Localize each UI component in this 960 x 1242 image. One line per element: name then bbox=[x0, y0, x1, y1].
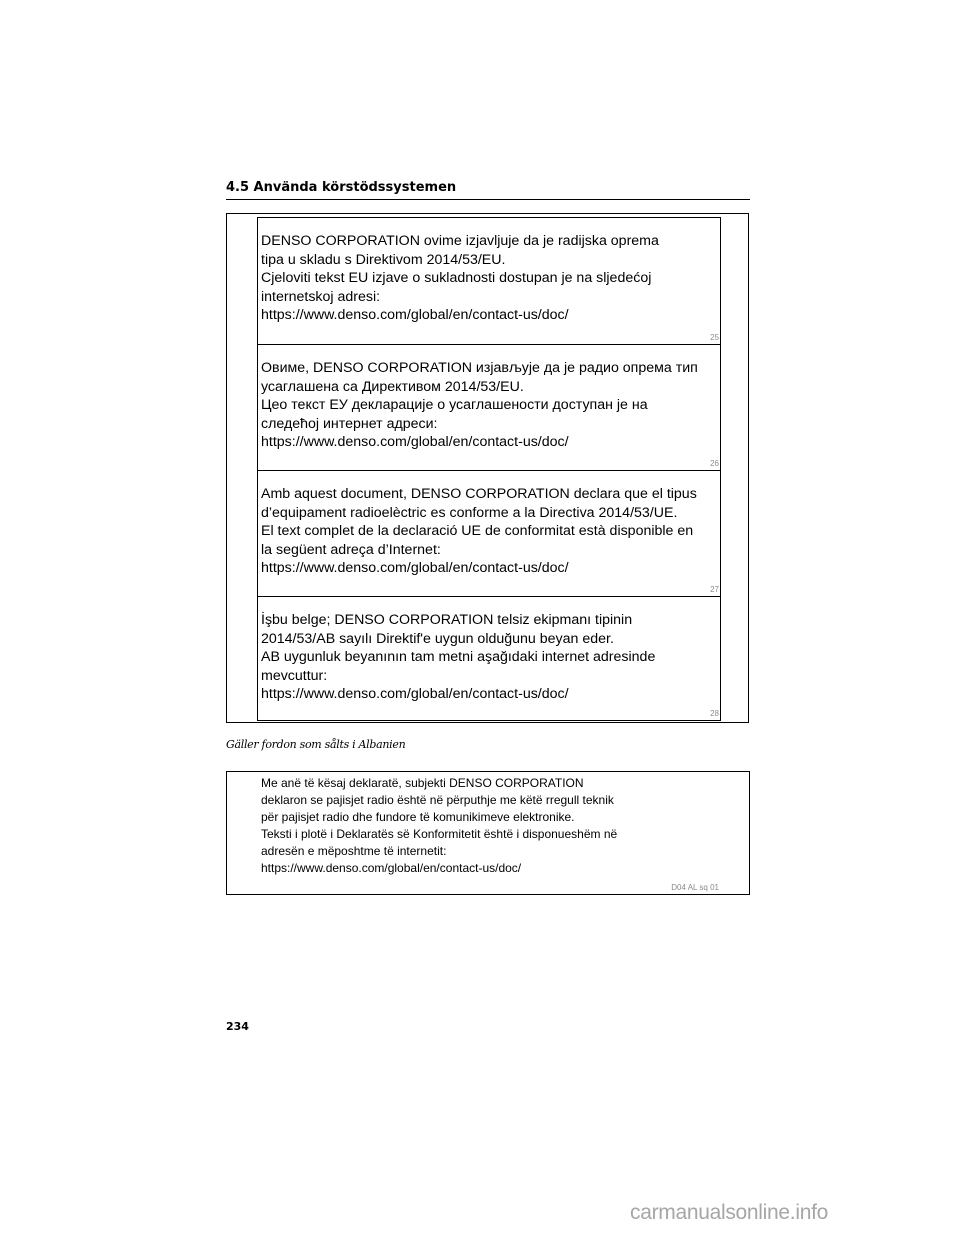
declaration-code: 27 bbox=[710, 585, 719, 594]
declaration-line: d’equipament radioelèctric es conforme a la Directiva 2014/53/UE. bbox=[261, 504, 678, 521]
declaration-text bbox=[261, 359, 719, 452]
declaration-code: D04 AL sq 01 bbox=[671, 883, 719, 892]
declarations-column bbox=[257, 217, 721, 721]
declaration-line: deklaron se pajisjet radio është në përputhje me këtë rregull teknik bbox=[261, 793, 614, 807]
declaration-serbian bbox=[258, 344, 720, 470]
declaration-url: https://www.denso.com/global/en/contact-us/doc/ bbox=[261, 307, 569, 324]
declaration-text bbox=[261, 485, 719, 578]
declaration-line: Цео текст ЕУ декларације о усаглашености доступан је на bbox=[261, 397, 648, 414]
declaration-line: İşbu belge; DENSO CORPORATION telsiz ekipmanı tipinin bbox=[261, 612, 633, 628]
declaration-url: https://www.denso.com/global/en/contact-us/doc/ bbox=[261, 861, 522, 875]
declaration-code: 25 bbox=[710, 333, 719, 342]
declaration-text bbox=[261, 611, 719, 704]
section-header bbox=[226, 178, 750, 200]
declaration-text bbox=[261, 232, 719, 325]
declaration-url: https://www.denso.com/global/en/contact-us/doc/ bbox=[261, 686, 569, 703]
declaration-catalan bbox=[258, 470, 720, 596]
declaration-line: усаглашена са Директивом 2014/53/EU. bbox=[261, 378, 524, 395]
declaration-line: 2014/53/AB sayılı Direktif'e uygun olduğunu beyan eder. bbox=[261, 630, 614, 647]
declaration-url: https://www.denso.com/global/en/contact-us/doc/ bbox=[261, 560, 569, 577]
section-title: 4.5 Använda körstödssystemen bbox=[226, 180, 457, 195]
declarations-frame bbox=[226, 213, 749, 723]
declaration-line: tipa u skladu s Direktivom 2014/53/EU. bbox=[261, 251, 506, 268]
declaration-turkish bbox=[258, 596, 720, 721]
declaration-line: mevcuttur: bbox=[261, 667, 328, 684]
declaration-albanian bbox=[226, 771, 750, 895]
declaration-line: Teksti i plotë i Deklaratës së Konformitetit është i disponueshëm në bbox=[261, 827, 618, 841]
declaration-croatian bbox=[258, 217, 720, 344]
watermark: carmanualsonline.info bbox=[630, 1201, 828, 1224]
declaration-line: Cjeloviti tekst EU izjave o sukladnosti dostupan je na sljedećoj bbox=[261, 270, 652, 287]
declaration-code: 28 bbox=[710, 709, 719, 718]
declaration-line: adresën e mëposhtme të internetit: bbox=[261, 844, 447, 858]
declaration-line: internetskoj adresi: bbox=[261, 288, 381, 305]
declaration-line: la següent adreça d’Internet: bbox=[261, 541, 441, 558]
declaration-line: Овиме, DENSO CORPORATION изјављује да је радио опрема тип bbox=[261, 360, 698, 376]
declaration-line: El text complet de la declaració UE de conformitat està disponible en bbox=[261, 523, 694, 540]
declaration-text bbox=[261, 775, 617, 877]
declaration-line: DENSO CORPORATION ovime izjavljuje da je radijska oprema bbox=[261, 233, 659, 249]
declaration-line: следећој интернет адреси: bbox=[261, 415, 438, 432]
page-number: 234 bbox=[226, 1020, 249, 1033]
albania-caption: Gäller fordon som sålts i Albanien bbox=[226, 738, 406, 751]
declaration-line: AB uygunluk beyanının tam metni aşağıdaki internet adresinde bbox=[261, 649, 656, 666]
declaration-line: për pajisjet radio dhe fundore të komunikimeve elektronike. bbox=[261, 810, 575, 824]
declaration-line: Me anë të kësaj deklaratë, subjekti DENSO CORPORATION bbox=[261, 776, 584, 790]
declaration-code: 26 bbox=[710, 459, 719, 468]
declaration-line: Amb aquest document, DENSO CORPORATION declara que el tipus bbox=[261, 486, 697, 502]
declaration-url: https://www.denso.com/global/en/contact-us/doc/ bbox=[261, 434, 569, 451]
